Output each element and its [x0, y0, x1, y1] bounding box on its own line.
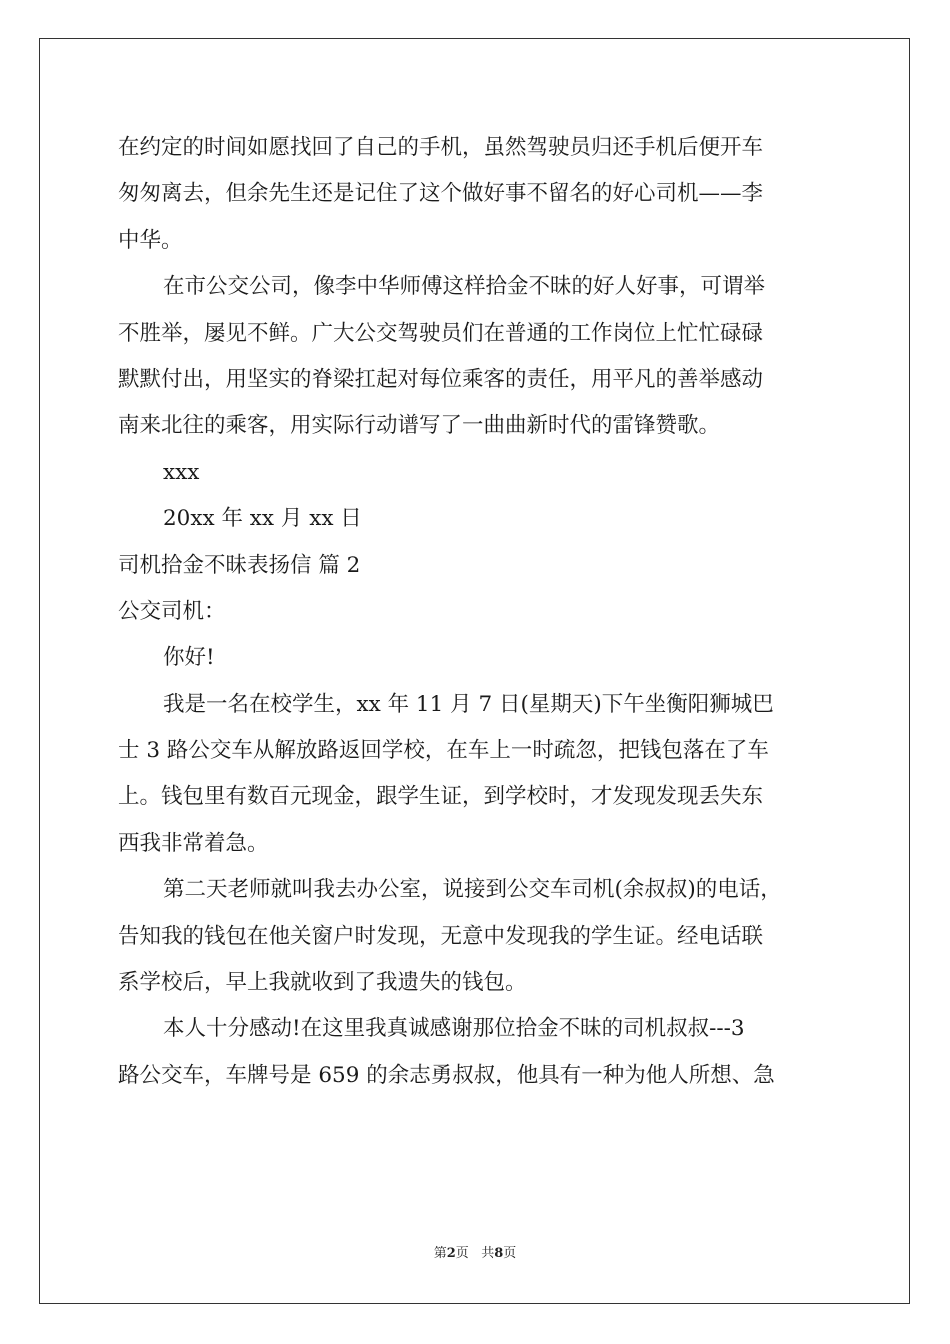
- text-line: 告知我的钱包在他关窗户时发现，无意中发现我的学生证。经电话联: [118, 923, 764, 949]
- page-footer: [0, 1244, 950, 1264]
- text-line: 西我非常着急。: [118, 830, 269, 856]
- text-line: 不胜举，屡见不鲜。广大公交驾驶员们在普通的工作岗位上忙忙碌碌: [118, 320, 764, 346]
- text-line: 在市公交公司，像李中华师傅这样拾金不昧的好人好事，可谓举: [163, 274, 766, 300]
- text-line: 士 3 路公交车从解放路返回学校，在车上一时疏忽，把钱包落在了车: [118, 738, 769, 764]
- document-body: [118, 125, 834, 1099]
- text-line: 路公交车，车牌号是 659 的余志勇叔叔，他具有一种为他人所想、急: [118, 1062, 775, 1088]
- text-line: 第二天老师就叫我去办公室，说接到公交车司机(余叔叔)的电话，: [163, 877, 782, 903]
- text-line: 匆匆离去，但余先生还是记住了这个做好事不留名的好心司机——李: [118, 181, 764, 207]
- text-line: 系学校后，早上我就收到了我遗失的钱包。: [118, 970, 527, 996]
- footer-prefix: 第: [433, 1246, 447, 1261]
- greeting: 你好!: [163, 645, 215, 671]
- footer-total-pages: 8: [494, 1246, 504, 1261]
- text-line: 南来北往的乘客，用实际行动谱写了一曲曲新时代的雷锋赞歌。: [118, 413, 721, 439]
- text-line: 在约定的时间如愿找回了自己的手机，虽然驾驶员归还手机后便开车: [118, 135, 764, 160]
- footer-mid: 页 共: [455, 1246, 495, 1261]
- signature-date: 20xx 年 xx 月 xx 日: [163, 506, 362, 532]
- text-line: 本人十分感动!在这里我真诚感谢那位拾金不昧的司机叔叔---3: [163, 1016, 745, 1042]
- footer-page-number: 2: [446, 1246, 456, 1261]
- text-line: 默默付出，用坚实的脊梁扛起对每位乘客的责任，用平凡的善举感动: [118, 366, 764, 392]
- salutation: 公交司机：: [118, 598, 226, 624]
- text-line: 我是一名在校学生，xx 年 11 月 7 日(星期天)下午坐衡阳狮城巴: [163, 691, 774, 717]
- footer-suffix: 页: [503, 1246, 517, 1261]
- text-line: 上。钱包里有数百元现金，跟学生证，到学校时，才发现发现丢失东: [118, 784, 764, 810]
- text-line: 中华。: [118, 227, 183, 253]
- signature-name: xxx: [163, 459, 200, 485]
- section-title: 司机拾金不昧表扬信 篇 2: [118, 552, 361, 578]
